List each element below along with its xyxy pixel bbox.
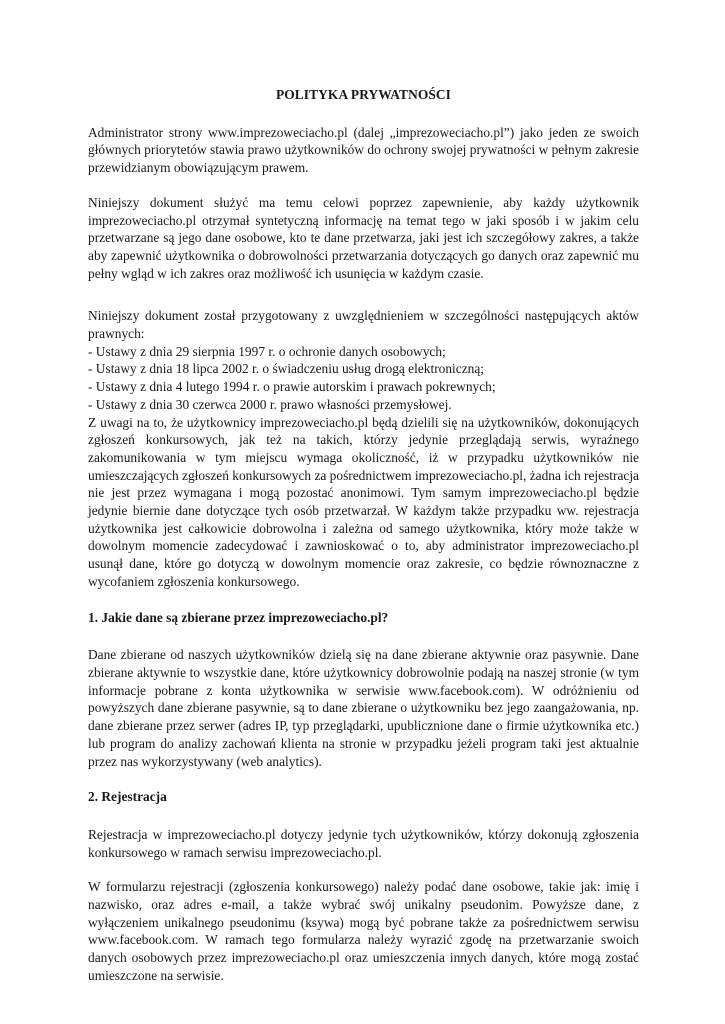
document-title: POLITYKA PRYWATNOŚCI — [275, 87, 451, 102]
acts-list-item: - Ustawy z dnia 30 czerwca 2000 r. prawo własności przemysłowej. — [88, 396, 452, 412]
document-page — [88, 86, 639, 985]
acts-list — [88, 343, 639, 414]
acts-intro: Niniejszy dokument został przygotowany z uwzględnieniem w szczególności następujących aktów prawnych: — [88, 308, 639, 342]
section-2-paragraph-1: Rejestracja w imprezoweciacho.pl dotyczy jedynie tych użytkowników, którzy dokonują zgłoszenia konkursowego w ramach serwisu imprezoweciacho.pl. — [88, 826, 639, 860]
intro-paragraph-1: Administrator strony www.imprezoweciacho.pl (dalej „imprezoweciacho.pl”) jako jeden ze swoich głównych priorytetów stawia prawo użytkowników do ochrony swojej prywatności w pełnym zakresie przewidzianym obowiązującym prawem. — [88, 124, 639, 176]
users-paragraph: Z uwagi na to, że użytkownicy imprezoweciacho.pl będą dzielili się na użytkowników, dokonujących zgłoszeń konkursowych, jak też na takich, którzy jedynie przeglądają serwis, wyraźnego zakomunikowania w tym miejscu wymaga okoliczność, iż w przypadku użytkowników nie umieszczających zgłoszeń konkursowych za pośrednictwem imprezoweciacho.pl, żadna ich rejestracja nie jest przez wymagana i mogą pozostać anonimowi. Tym samym imprezoweciacho.pl będzie jedynie biernie dane dotyczące tych osób przetwarzał. W każdym także przypadku ww. rejestracja użytkownika jest całkowicie dobrowolna i zależna od samego użytkownika, który może także w dowolnym momencie zadecydować i zawnioskować o to, aby administrator imprezoweciacho.pl usunął dane, które go dotyczą w dowolnym momencie oraz zakresie, co będzie równoznaczne z wycofaniem zgłoszenia konkursowego. — [88, 414, 639, 589]
acts-list-item: - Ustawy z dnia 18 lipca 2002 r. o świadczeniu usług drogą elektroniczną; — [88, 361, 485, 377]
section-2-heading: 2. Rejestracja — [88, 789, 167, 805]
acts-list-item: - Ustawy z dnia 29 sierpnia 1997 r. o ochronie danych osobowych; — [88, 343, 446, 359]
section-1-heading: 1. Jakie dane są zbierane przez imprezoweciacho.pl? — [88, 609, 389, 625]
section-1-paragraph: Dane zbierane od naszych użytkowników dzielą się na dane zbierane aktywnie oraz pasywnie. Dane zbierane aktywnie to wszystkie dane, które użytkownicy dobrowolnie podają na naszej stronie (w tym informacje pobrane z konta użytkownika w serwisie www.facebook.com). W odróżnieniu od powyższych dane zbierane pasywnie, są to dane zbierane o użytkowniku bez jego zaangażowania, np. dane zbierane przez serwer (adres IP, typ przeglądarki, upublicznione dane o firmie użytkownika etc.) lub program do analizy zachowań klienta na stronie w przypadku jeżeli program taki jest aktualnie przez nas wykorzystywany (web analytics). — [88, 647, 639, 769]
intro-paragraph-2: Niniejszy dokument służyć ma temu celowi poprzez zapewnienie, aby każdy użytkownik imprezoweciacho.pl otrzymał syntetyczną informację na temat tego w jaki sposób i w jakim celu przetwarzane są jego dane osobowe, kto te dane przetwarza, jaki jest ich szczegółowy zakres, a także aby zapewnić użytkownika o dobrowolności przetwarzania dotyczących go danych oraz zapewnić mu pełny wgląd w ich zakres oraz możliwość ich usunięcia w każdym czasie. — [88, 194, 639, 281]
section-2-paragraph-2: W formularzu rejestracji (zgłoszenia konkursowego) należy podać dane osobowe, takie jak: imię i nazwisko, oraz adres e-mail, a także wybrać swój unikalny pseudonim. Powyższe dane, z wyłączeniem unikalnego pseudonimu (ksywa) mogą być pobrane także za pośrednictwem serwisu www.facebook.com. W ramach tego formularza należy wyrazić zgodę na przetwarzanie swoich danych osobowych przez imprezoweciacho.pl oraz umieszczenia innych danych, które mogą zostać umieszczone na serwisie. — [88, 879, 639, 983]
acts-list-item: - Ustawy z dnia 4 lutego 1994 r. o prawie autorskim i prawach pokrewnych; — [88, 379, 496, 395]
